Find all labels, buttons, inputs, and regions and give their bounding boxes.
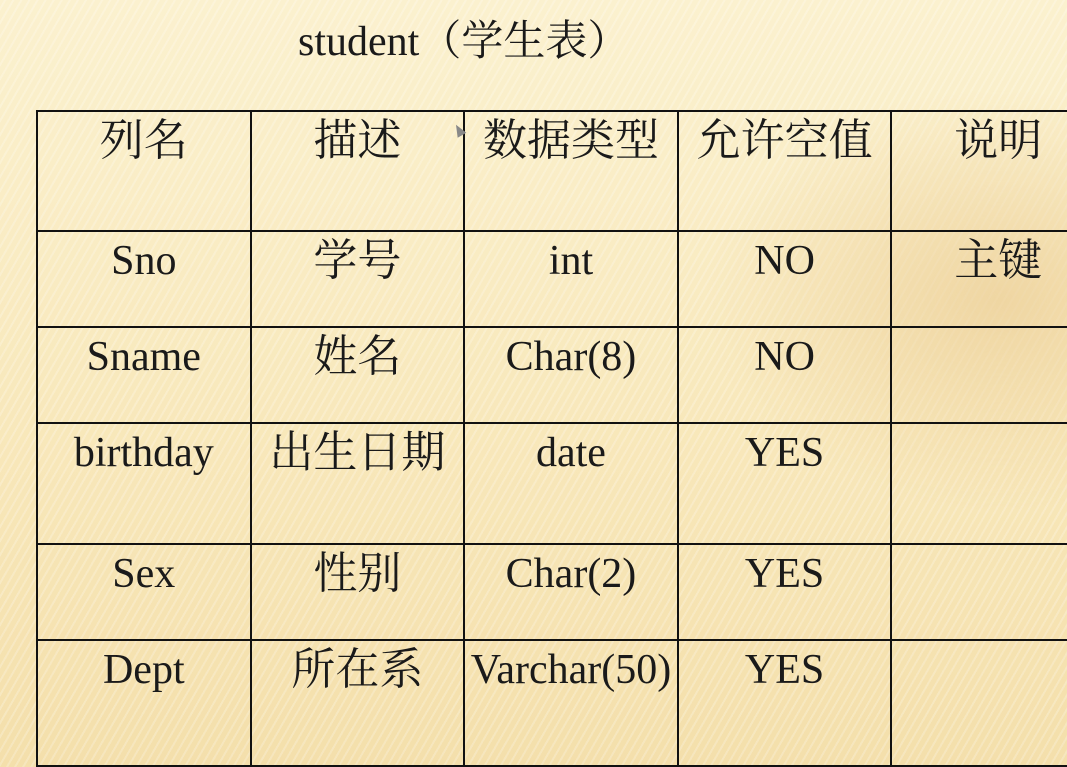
cell-nullable: YES	[678, 544, 892, 640]
header-notes: 说明	[891, 111, 1067, 231]
cell-description: 性别	[251, 544, 465, 640]
cell-notes	[891, 544, 1067, 640]
cell-notes	[891, 423, 1067, 544]
cell-column-name: Sname	[37, 327, 251, 423]
slide-title: student（学生表）	[298, 19, 630, 65]
cell-column-name: Sno	[37, 231, 251, 327]
cell-column-name: Sex	[37, 544, 251, 640]
cell-data-type: Char(2)	[464, 544, 678, 640]
table-row	[37, 423, 1067, 544]
cell-column-name: birthday	[37, 423, 251, 544]
cell-notes	[891, 327, 1067, 423]
cell-nullable: YES	[678, 423, 892, 544]
table-header-row	[37, 111, 1067, 231]
cell-column-name: Dept	[37, 640, 251, 766]
cell-description: 姓名	[251, 327, 465, 423]
cell-nullable: NO	[678, 327, 892, 423]
cell-nullable: YES	[678, 640, 892, 766]
table-row	[37, 231, 1067, 327]
cell-notes: 主键	[891, 231, 1067, 327]
cell-data-type: date	[464, 423, 678, 544]
cell-notes	[891, 640, 1067, 766]
cell-data-type: int	[464, 231, 678, 327]
header-column-name: 列名	[37, 111, 251, 231]
cell-description: 所在系	[251, 640, 465, 766]
cell-data-type: Char(8)	[464, 327, 678, 423]
table-row	[37, 544, 1067, 640]
header-nullable: 允许空值	[678, 111, 892, 231]
header-data-type: 数据类型	[464, 111, 678, 231]
cell-nullable: NO	[678, 231, 892, 327]
table-row	[37, 327, 1067, 423]
header-description: 描述	[251, 111, 465, 231]
cell-description: 学号	[251, 231, 465, 327]
table-row	[37, 640, 1067, 766]
cell-data-type: Varchar(50)	[464, 640, 678, 766]
cell-description: 出生日期	[251, 423, 465, 544]
schema-table	[36, 110, 1067, 767]
